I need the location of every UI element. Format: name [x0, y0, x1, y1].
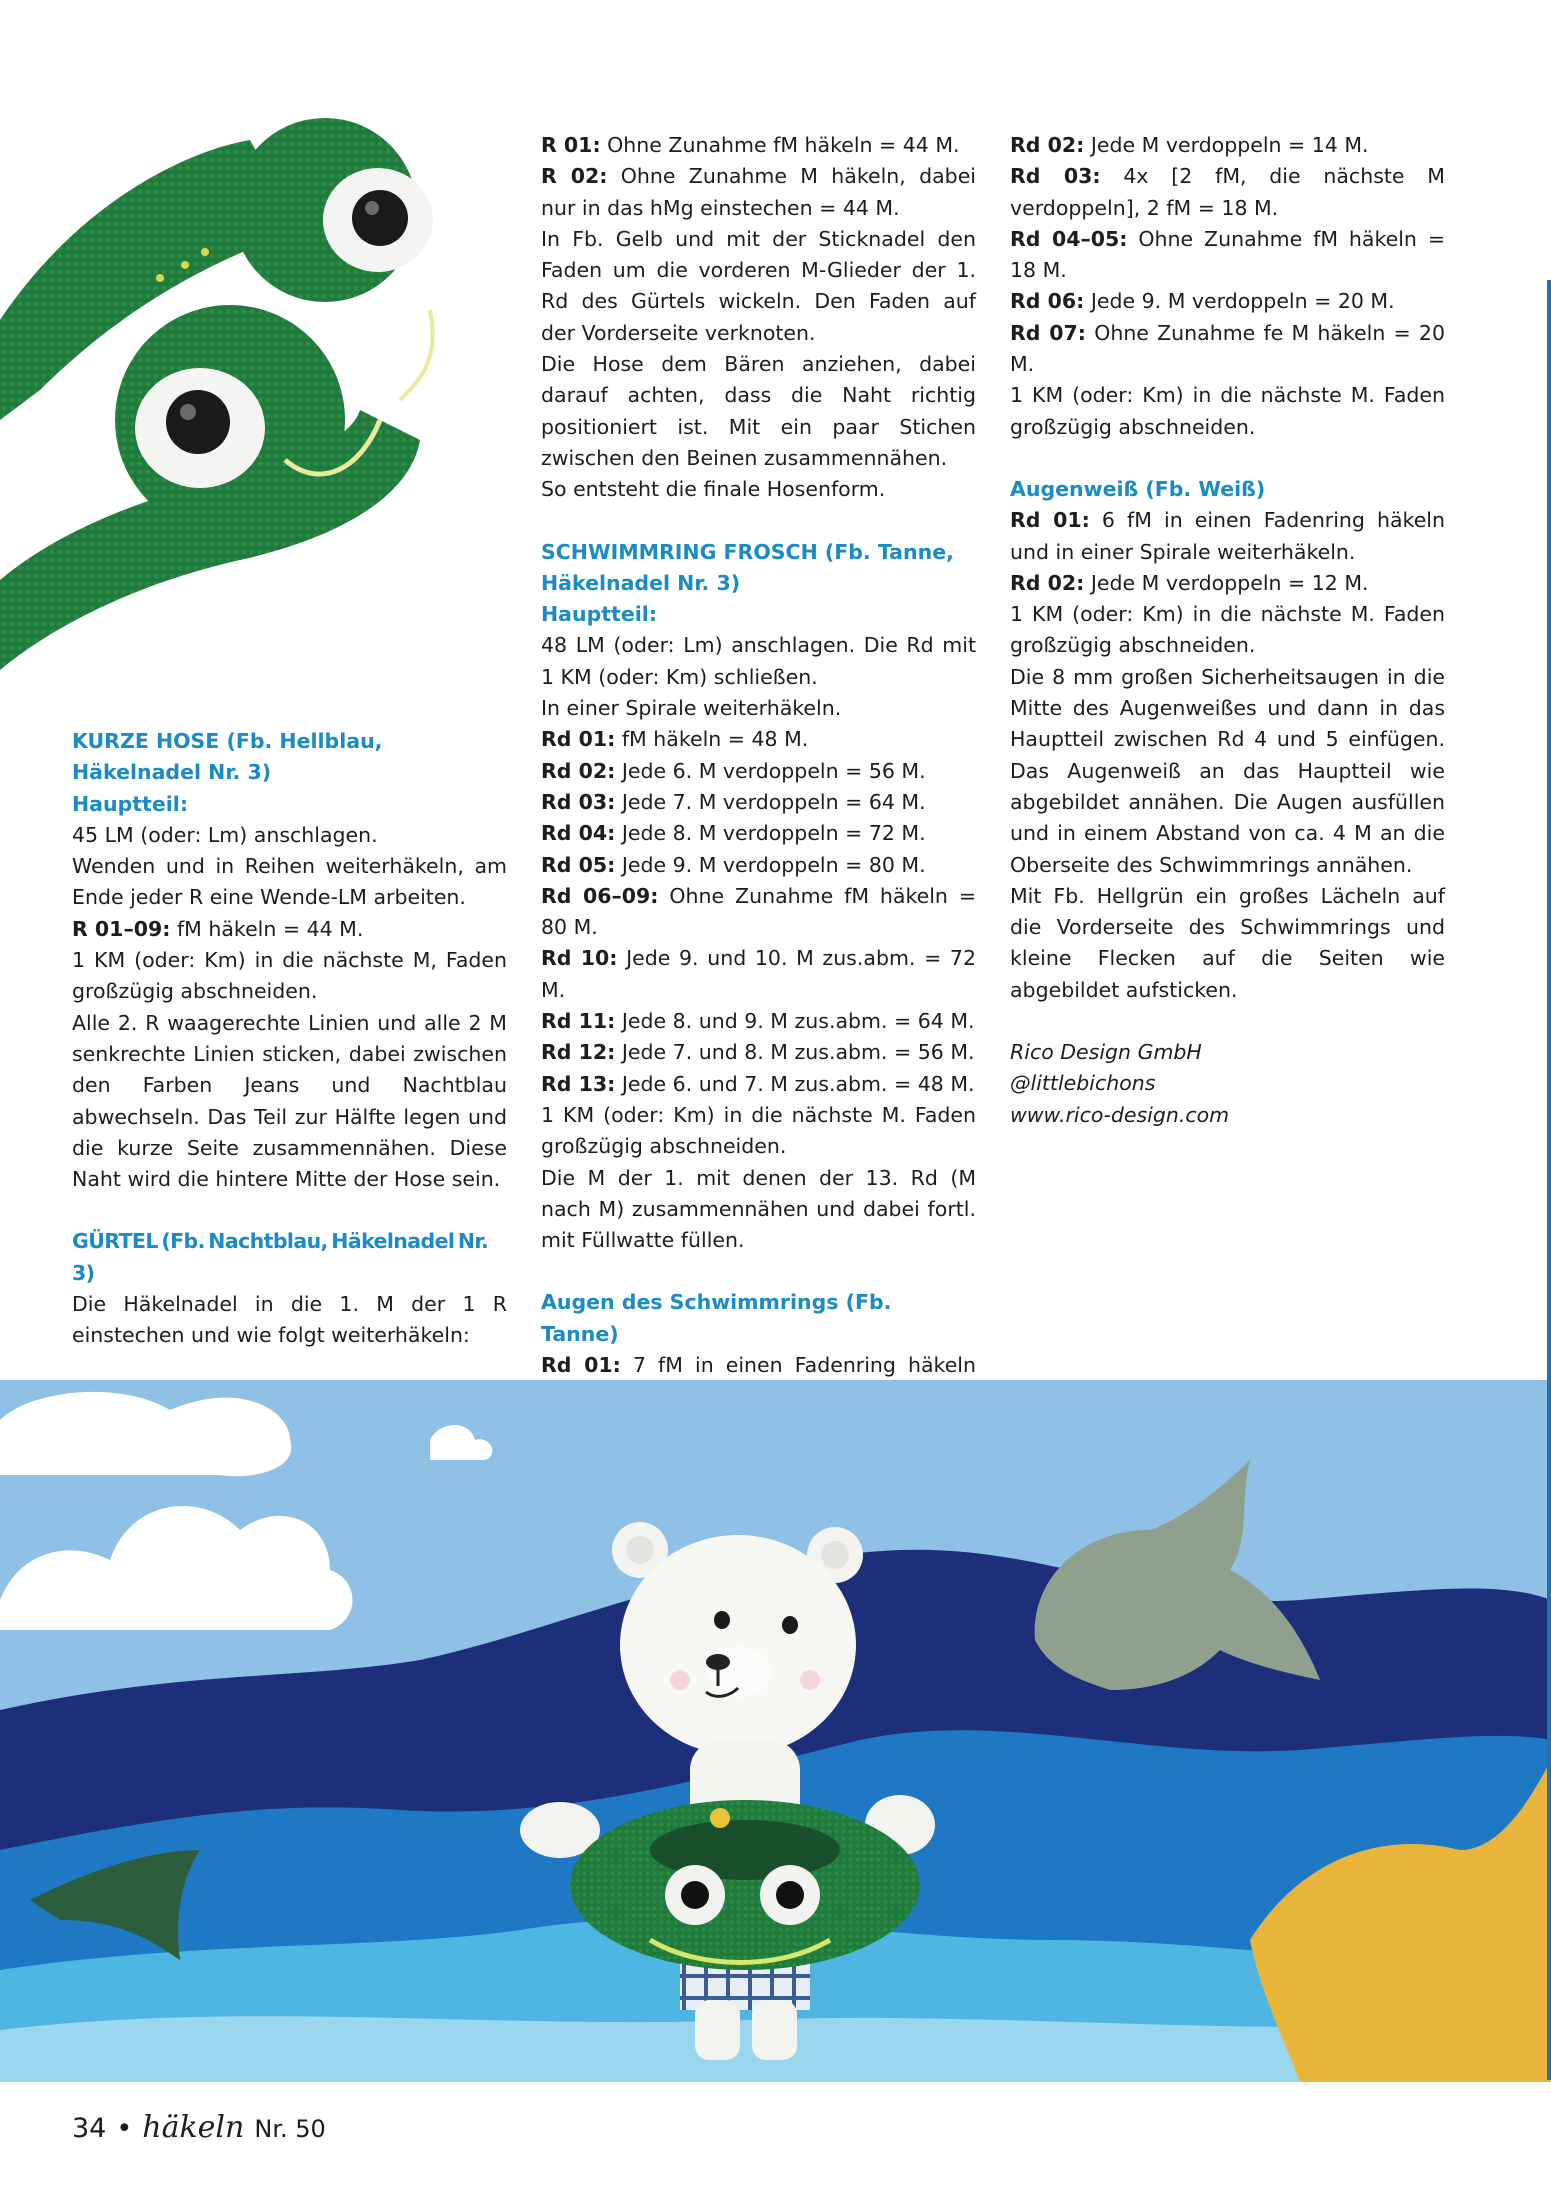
instruction-line	[541, 1037, 976, 1068]
instruction-text: Die Hose dem Bären anziehen, dabei darauf achten, dass die Naht richtig positioniert ist. Mit ein paar Stichen zwischen den Beinen zusammennähen.	[541, 352, 976, 470]
instruction-line	[1010, 599, 1445, 662]
instruction-text: Ohne Zunahme M häkeln, dabei nur in das hMg einstechen = 44 M.	[541, 164, 977, 220]
page-footer	[72, 2110, 326, 2145]
instruction-line	[1010, 568, 1445, 599]
instruction-line	[1010, 662, 1445, 881]
instruction-round-label: Rd 07:	[1010, 320, 1086, 345]
instruction-round-label: Rd 02:	[541, 758, 616, 783]
instruction-line	[1010, 286, 1445, 317]
instruction-line	[541, 756, 976, 787]
instruction-text: Ohne Zunahme fe M häkeln = 20 M.	[1010, 320, 1445, 377]
instruction-round-label: Rd 01:	[1010, 508, 1090, 533]
frog-swim-ring	[570, 1800, 920, 1970]
instruction-text: Alle 2. R waagerechte Linien und alle 2 M senkrechte Linien sticken, dabei zwischen den Farben Jeans und Nachtblau abwechseln. Das Teil zur Hälfte legen und die kurze Seite zusammennähen. Diese Naht wird die hintere Mitte der Hose sein.	[72, 1010, 507, 1192]
instruction-line	[72, 851, 507, 914]
instruction-round-label: Rd 01:	[541, 727, 616, 752]
section-title-schwimmring: SCHWIMMRING FROSCH (Fb. Tanne, Häkelnadel Nr. 3)	[541, 539, 954, 595]
instruction-line	[541, 1069, 976, 1100]
instruction-line	[541, 1100, 976, 1163]
instruction-list	[1010, 505, 1445, 1006]
instruction-line	[1010, 224, 1445, 287]
instruction-line	[1010, 318, 1445, 381]
instruction-text: 1 KM (oder: Km) in die nächste M. Faden großzügig abschneiden.	[1010, 383, 1445, 439]
instruction-line	[541, 943, 976, 1006]
instruction-line	[541, 349, 976, 474]
instruction-line	[541, 1006, 976, 1037]
section-title-guertel: GÜRTEL (Fb. Nachtblau, Häkelnadel Nr. 3)	[72, 1229, 489, 1285]
instruction-text: Jede 6. M verdoppeln = 56 M.	[615, 758, 926, 783]
instruction-line	[541, 474, 976, 505]
instruction-round-label: R 01–09:	[72, 916, 171, 941]
instruction-text: Ohne Zunahme fM häkeln = 80 M.	[541, 883, 976, 940]
instruction-text: Jede 8. M verdoppeln = 72 M.	[615, 821, 926, 846]
instruction-line	[541, 161, 976, 224]
instruction-round-label: Rd 10:	[541, 946, 618, 971]
bear-scene-photo	[0, 1380, 1551, 2082]
instruction-text: Die Häkelnadel in die 1. M der 1 R einstechen und wie folgt weiterhäkeln:	[72, 1292, 507, 1348]
instruction-list	[1010, 130, 1445, 443]
instruction-line	[541, 818, 976, 849]
credit-website: www.rico-design.com	[1010, 1102, 1230, 1127]
instruction-text: Wenden und in Reihen weiterhäkeln, am Ende jeder R eine Wende-LM arbeiten.	[72, 854, 507, 910]
page-number: 34	[72, 2113, 107, 2144]
frog-ring-photo	[0, 60, 530, 680]
instruction-text: fM häkeln = 44 M.	[170, 916, 364, 941]
instruction-text: Jede 8. und 9. M zus.abm. = 64 M.	[615, 1009, 975, 1034]
instruction-line	[72, 914, 507, 945]
instruction-text: 1 KM (oder: Km) in die nächste M. Faden großzügig abschneiden.	[541, 1102, 976, 1159]
footer-bullet: •	[116, 2113, 133, 2144]
instruction-round-label: Rd 11:	[541, 1009, 616, 1034]
instruction-round-label: Rd 03:	[541, 789, 616, 814]
instruction-round-label: Rd 03:	[1010, 164, 1101, 189]
instruction-round-label: Rd 06–09:	[541, 883, 659, 908]
section-title-augen: Augen des Schwimmrings (Fb. Tanne)	[541, 1290, 892, 1346]
instruction-line	[541, 224, 976, 349]
credit-company: Rico Design GmbH	[1010, 1040, 1202, 1065]
instruction-line	[541, 881, 976, 944]
instruction-text: 1 KM (oder: Km) in die nächste M, Faden großzügig abschneiden.	[72, 948, 507, 1004]
instruction-text: Jede M verdoppeln = 14 M.	[1084, 133, 1369, 157]
subtitle-hauptteil: Hauptteil:	[541, 602, 658, 627]
column-1	[72, 726, 507, 1352]
instruction-line	[72, 820, 507, 851]
instruction-round-label: Rd 01:	[541, 1352, 621, 1377]
instruction-round-label: Rd 05:	[541, 852, 616, 877]
instruction-text: Ohne Zunahme fM häkeln = 18 M.	[1010, 226, 1445, 283]
column-3	[1010, 130, 1445, 1131]
instruction-round-label: Rd 02:	[1010, 570, 1085, 595]
credit-handle: @littlebichons	[1010, 1071, 1156, 1096]
instruction-round-label: Rd 04:	[541, 821, 616, 846]
instruction-round-label: Rd 12:	[541, 1040, 616, 1065]
instruction-text: Jede 7. und 8. M zus.abm. = 56 M.	[615, 1040, 975, 1065]
instruction-line	[1010, 161, 1445, 224]
instruction-text: Jede 9. M verdoppeln = 80 M.	[615, 852, 926, 877]
magazine-title: häkeln	[142, 2110, 245, 2145]
instruction-text: 45 LM (oder: Lm) anschlagen.	[72, 822, 378, 847]
instruction-text: Jede 9. M verdoppeln = 20 M.	[1084, 289, 1395, 314]
instruction-text: fM häkeln = 48 M.	[615, 727, 809, 752]
instruction-line	[72, 1008, 507, 1196]
instruction-round-label: R 02:	[541, 164, 608, 189]
instruction-list	[541, 130, 976, 506]
issue-number: Nr. 50	[254, 2115, 326, 2143]
instruction-line	[541, 724, 976, 755]
instruction-text: Jede 7. M verdoppeln = 64 M.	[615, 789, 926, 814]
instruction-line	[1010, 130, 1445, 161]
instruction-line	[541, 130, 976, 161]
instruction-list	[541, 630, 976, 1256]
instruction-text: Mit Fb. Hellgrün ein großes Lächeln auf die Vorderseite des Schwimmrings und kleine Flecken auf die Seiten wie abgebildet aufsticken.	[1010, 883, 1445, 1002]
instruction-text: 1 KM (oder: Km) in die nächste M. Faden großzügig abschneiden.	[1010, 602, 1445, 658]
instruction-text: Jede M verdoppeln = 12 M.	[1084, 570, 1369, 595]
instruction-round-label: Rd 06:	[1010, 289, 1085, 314]
instruction-line	[541, 850, 976, 881]
page-edge-line	[1547, 280, 1551, 2080]
instruction-text: In einer Spirale weiterhäkeln.	[541, 696, 842, 721]
instruction-line	[1010, 881, 1445, 1006]
instruction-text: Die M der 1. mit denen der 13. Rd (M nach M) zusammennähen und dabei fortl. mit Füllwatte füllen.	[541, 1165, 976, 1253]
instruction-round-label: R 01:	[541, 133, 601, 157]
instruction-text: Die 8 mm großen Sicherheitsaugen in die Mitte des Augenweißes und dann in das Hauptteil zwischen Rd 4 und 5 einfügen. Das Augenweiß an das Hauptteil wie abgebildet annähen. Die Augen ausfüllen und in einem Abstand von ca. 4 M an die Oberseite des Schwimmrings annähen.	[1010, 664, 1445, 877]
instruction-text: In Fb. Gelb und mit der Sticknadel den Faden um die vorderen M-Glieder der 1. Rd des Gürtels wickeln. Den Faden auf der Vorderseite verknoten.	[541, 226, 976, 345]
instruction-round-label: Rd 13:	[541, 1071, 616, 1096]
section-title-augenweiss: Augenweiß (Fb. Weiß)	[1010, 476, 1266, 501]
instruction-text: 6 fM in einen Fadenring häkeln und in einer Spirale weiterhäkeln.	[1010, 508, 1445, 564]
instruction-text: Jede 9. und 10. M zus.abm. = 72 M.	[541, 946, 976, 1002]
section-title-kurze-hose: KURZE HOSE (Fb. Hellblau, Häkelnadel Nr. 3)	[72, 729, 383, 785]
instruction-line	[1010, 505, 1445, 568]
subtitle-hauptteil: Hauptteil:	[72, 791, 189, 816]
instruction-text: 7 fM in einen Fadenring häkeln	[632, 1352, 976, 1377]
instruction-line	[72, 945, 507, 1008]
cloud-shape	[0, 1392, 291, 1476]
instruction-line	[541, 630, 976, 693]
instruction-line	[1010, 380, 1445, 443]
instruction-list	[72, 820, 507, 1196]
instruction-text: Jede 6. und 7. M zus.abm. = 48 M.	[615, 1071, 975, 1096]
instruction-text: Ohne Zunahme fM häkeln = 44 M.	[600, 133, 960, 157]
column-2	[541, 130, 976, 1413]
instruction-text: 48 LM (oder: Lm) anschlagen. Die Rd mit 1 KM (oder: Km) schließen.	[541, 633, 976, 689]
instruction-line	[541, 787, 976, 818]
instruction-round-label: Rd 04–05:	[1010, 226, 1128, 251]
instruction-text: So entsteht die finale Hosenform.	[541, 477, 886, 502]
instruction-round-label: Rd 02:	[1010, 133, 1085, 157]
instruction-line	[541, 693, 976, 724]
instruction-text: 4x [2 fM, die nächste M verdoppeln], 2 fM = 18 M.	[1010, 164, 1445, 220]
instruction-line	[541, 1163, 976, 1257]
